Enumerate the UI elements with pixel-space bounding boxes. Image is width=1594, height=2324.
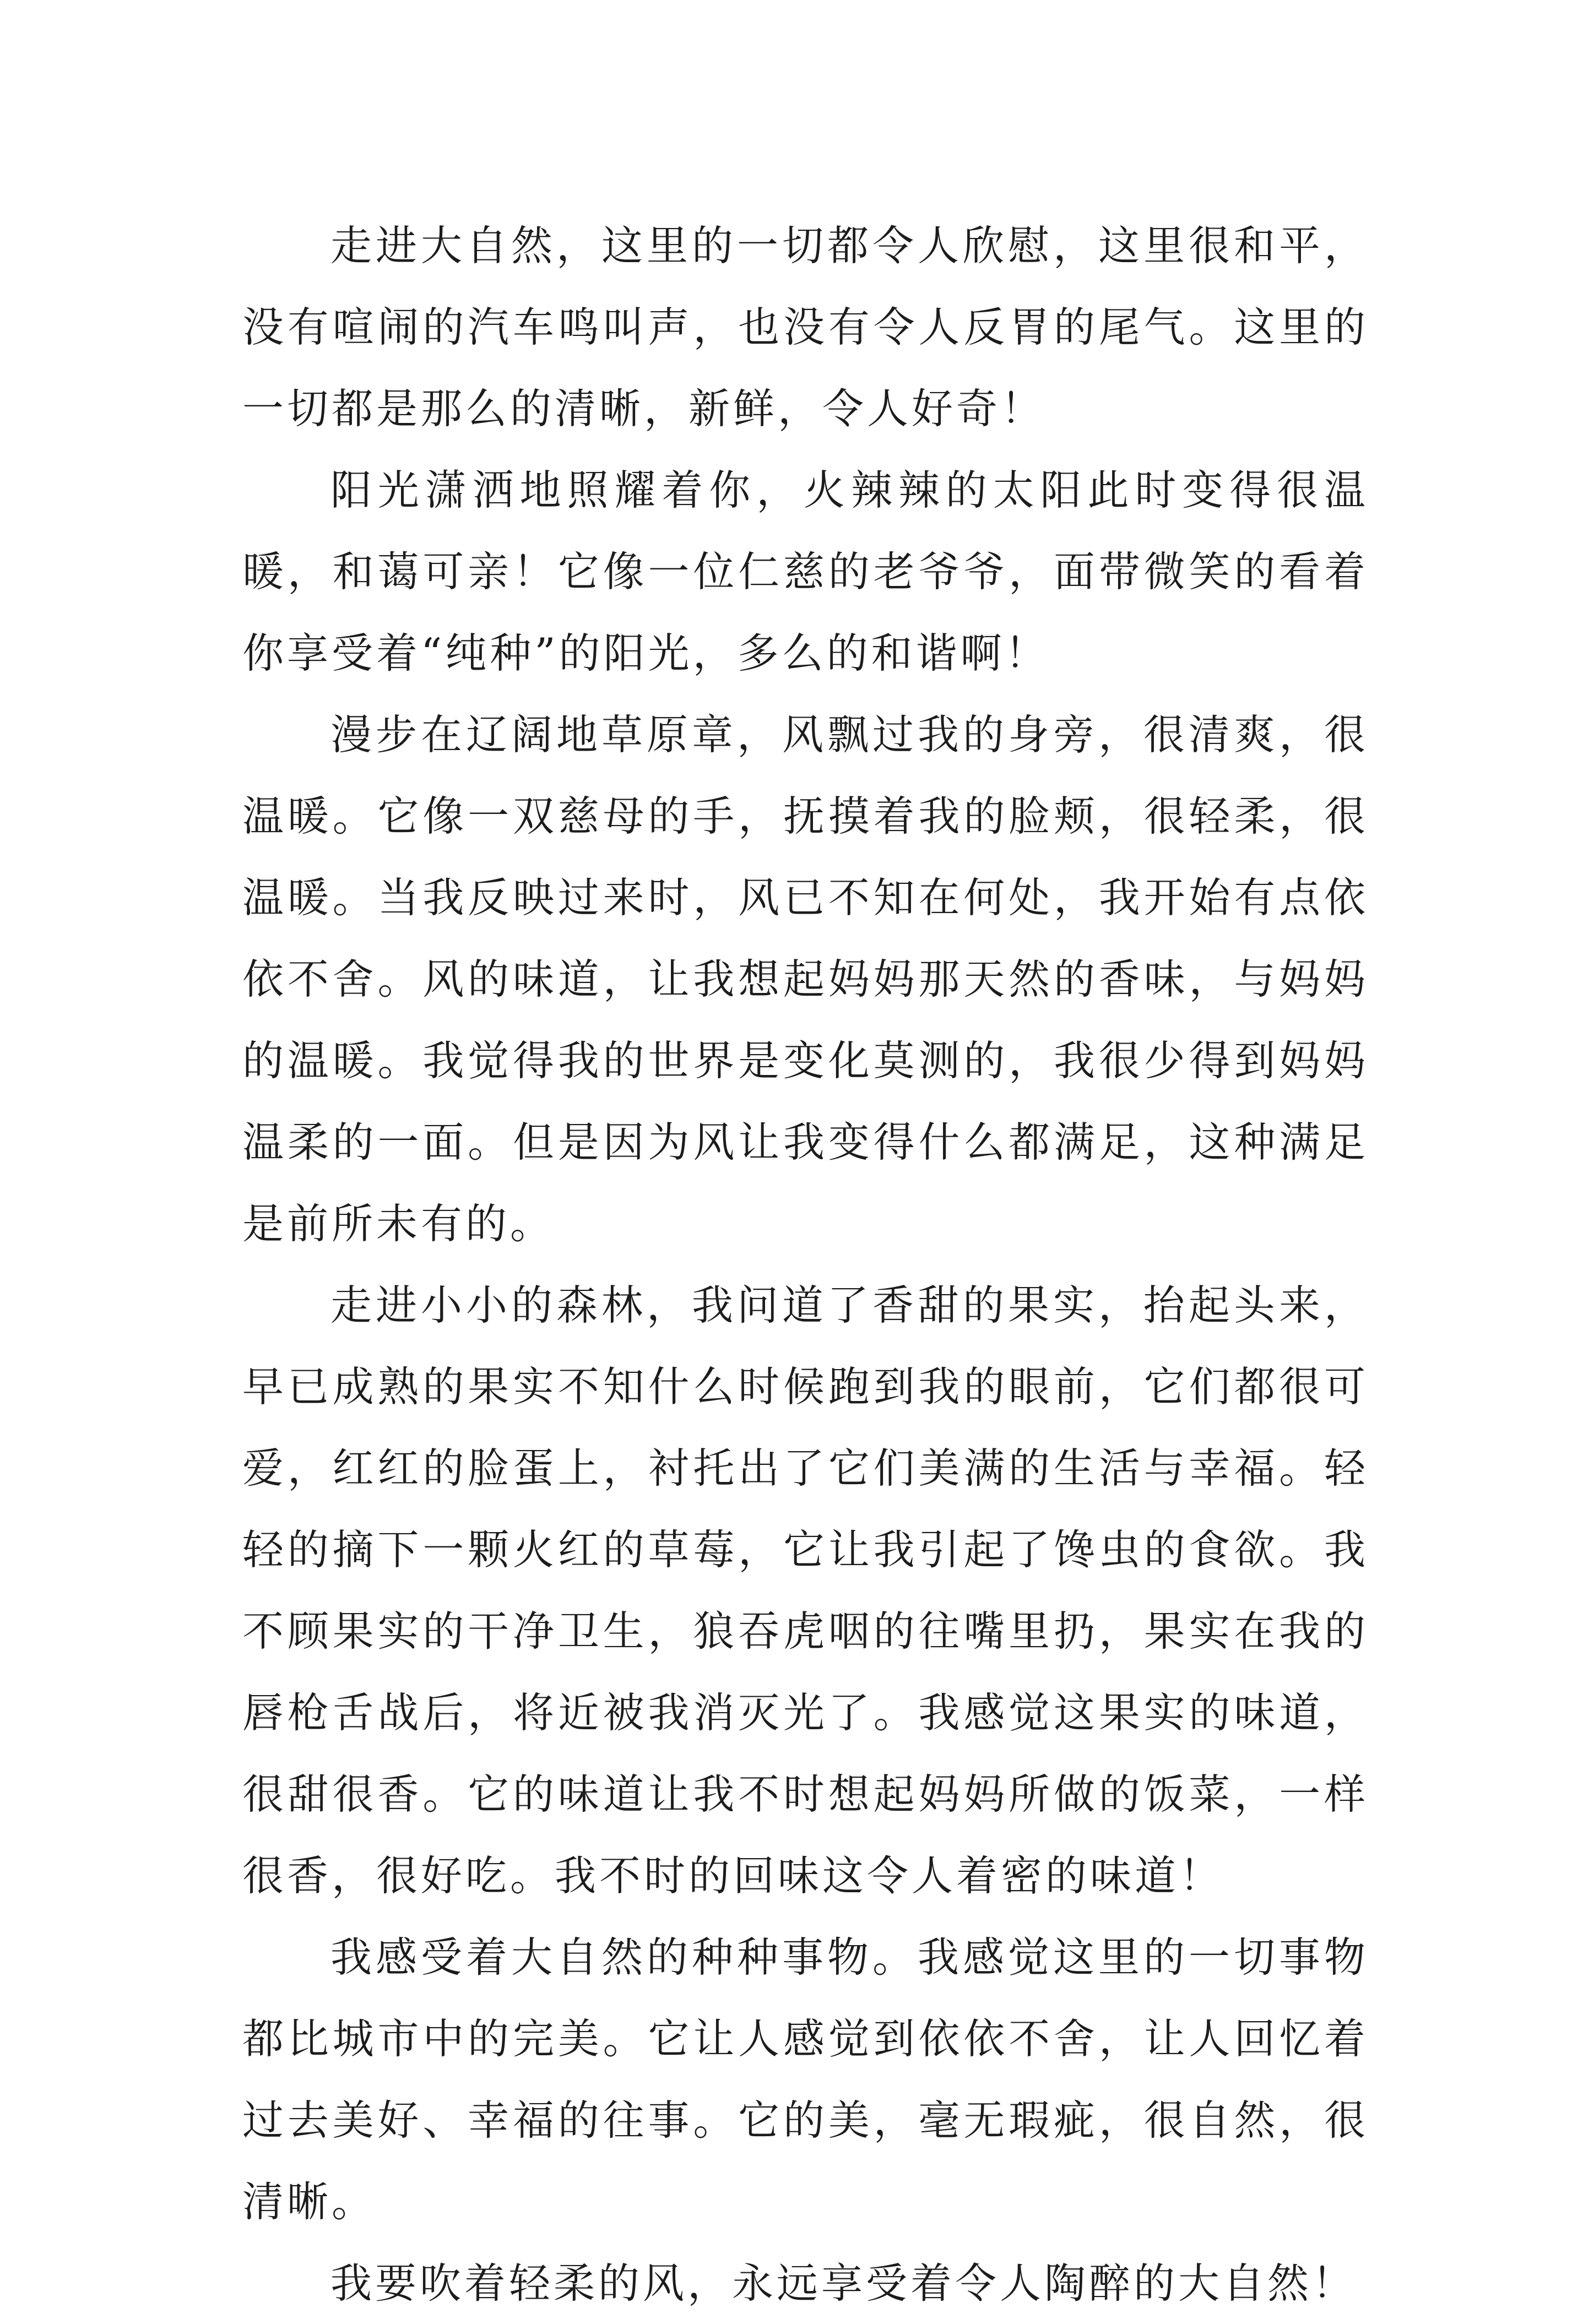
paragraph-3: 漫步在辽阔地草原章，风飘过我的身旁，很清爽，很温暖。它像一双慈母的手，抚摸着我的脸颊，很轻柔，很温暖。当我反映过来时，风已不知在何处，我开始有点依依不舍。风的味道，让我想起妈妈那天然的香味，与妈妈的温暖。我觉得我的世界是变化莫测的，我很少得到妈妈温柔的一面。但是因为风让我变得什么都满足，这种满足是前所未有的。 [242,710,1369,1248]
paragraph-6: 我要吹着轻柔的风，永远享受着令人陶醉的大自然！ [330,2259,1357,2307]
paragraph-2: 阳光潇洒地照耀着你，火辣辣的太阳此时变得很温暖，和蔼可亲！它像一位仁慈的老爷爷，面带微笑的看着你享受着“纯种”的阳光，多么的和谐啊！ [242,466,1369,677]
paragraph-5: 我感受着大自然的种种事物。我感觉这里的一切事物都比城市中的完美。它让人感觉到依依不舍，让人回忆着过去美好、幸福的往事。它的美，毫无瑕疵，很自然，很清晰。 [242,1933,1369,2226]
document-body [242,205,1369,2324]
paragraph-4: 走进小小的森林，我问道了香甜的果实，抬起头来，早已成熟的果实不知什么时候跑到我的眼前，它们都很可爱，红红的脸蛋上，衬托出了它们美满的生活与幸福。轻轻的摘下一颗火红的草莓，它让我引起了馋虫的食欲。我不顾果实的干净卫生，狼吞虎咽的往嘴里扔，果实在我的唇枪舌战后，将近被我消灭光了。我感觉这果实的味道，很甜很香。它的味道让我不时想起妈妈所做的饭菜，一样很香，很好吃。我不时的回味这令人着密的味道！ [242,1281,1369,1900]
paragraph-1: 走进大自然，这里的一切都令人欣慰，这里很和平，没有喧闹的汽车鸣叫声，也没有令人反胃的尾气。这里的一切都是那么的清晰，新鲜，令人好奇！ [242,221,1369,433]
